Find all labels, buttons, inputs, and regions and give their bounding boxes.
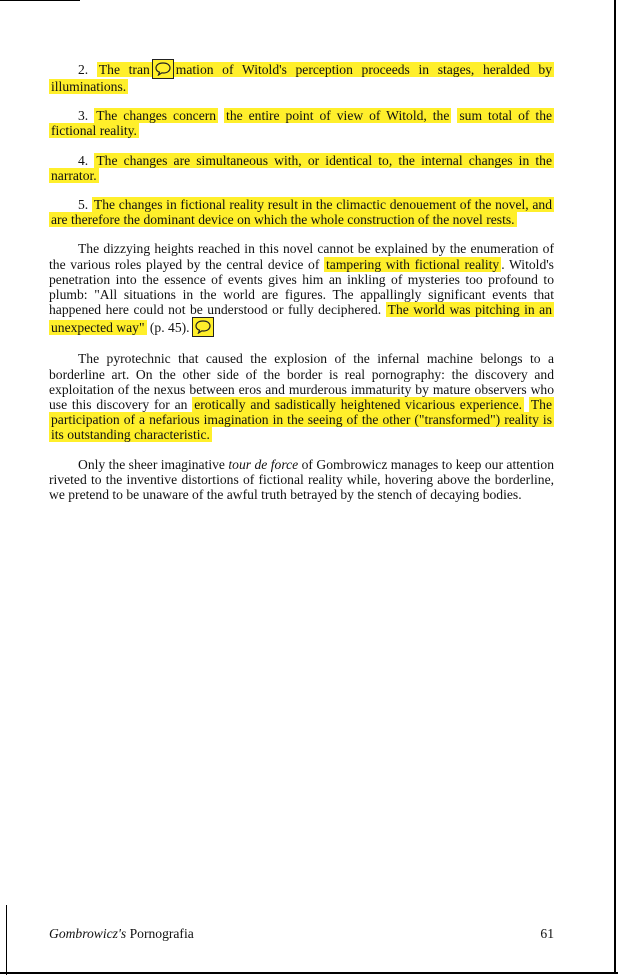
scan-edge-left xyxy=(6,905,7,975)
list-number: 2. xyxy=(78,62,89,77)
page-body xyxy=(49,59,554,516)
paragraph-5 xyxy=(49,197,554,227)
italic-text: tour de force xyxy=(228,456,299,472)
paragraph-4 xyxy=(49,153,554,183)
body-text: of Gombrowicz manages to keep our attention riveted to the inventive distortions of fictional reality while, hovering above the borderline, we pretend to be unaware of the awful truth betrayed by the stench of decaying bodies. xyxy=(49,456,554,503)
paragraph-7 xyxy=(49,351,554,442)
highlight[interactable]: The changes in fictional reality result in the climactic denouement of the novel, and are therefore the dominant device on which the whole construction of the novel rests. xyxy=(51,197,552,228)
body-text: The pyrotechnic that caused the explosion of the infernal machine belongs to a borderline art. On the other side of the border is real pornography: the discovery and exploitation of the nexus between eros and murderous immaturity by mature observers who use this discovery for an xyxy=(49,351,554,413)
highlight[interactable]: sum total of the fictional reality. xyxy=(51,108,553,139)
highlight[interactable]: tampering with fictional reality xyxy=(326,256,500,272)
highlight[interactable]: the entire point of view of Witold, the xyxy=(226,108,450,124)
body-text: . Witold's penetration into the essence of events gives him an inkling of mysteries too profound to plumb: "All situations in the world are figures. The appallingly significant events that happened here could not be understood or fully deciphered. xyxy=(49,256,554,318)
scan-edge-top xyxy=(0,0,80,1)
scan-edge-bottom xyxy=(0,972,618,974)
body-text: (p. 45). xyxy=(149,320,190,336)
highlight[interactable]: erotically and sadistically heightened vicarious experience. xyxy=(194,397,523,413)
paragraph-8 xyxy=(49,457,554,503)
highlight[interactable]: The participation of a nefarious imagination in the seeing of the other ("transformed") reality is its outstanding characteristic. xyxy=(51,397,552,443)
running-title: Pornografia xyxy=(129,926,194,941)
highlight[interactable]: The world was pitching in an unexpected way" xyxy=(51,302,552,336)
page-footer xyxy=(49,926,554,942)
list-number: 4. xyxy=(78,152,89,168)
paragraph-6 xyxy=(49,241,554,337)
list-number: 3. xyxy=(78,108,89,124)
paragraph-2 xyxy=(49,59,554,94)
highlight[interactable]: The tran mation of Witold's perception proceeds in stages, heralded by illuminations. xyxy=(49,62,554,94)
body-text: The dizzying heights reached in this novel cannot be explained by the enumeration of the various roles played by the central device of xyxy=(49,241,554,272)
list-number: 5. xyxy=(78,197,89,213)
comment-note-icon[interactable] xyxy=(192,317,214,337)
paragraph-3 xyxy=(49,108,554,138)
scan-edge-right xyxy=(614,0,616,972)
body-text: Only the sheer imaginative xyxy=(78,456,225,472)
highlight[interactable]: The changes are simultaneous with, or identical to, the internal changes in the narrator. xyxy=(51,152,552,183)
page-number: 61 xyxy=(540,926,554,941)
running-title-italic: Gombrowicz's xyxy=(49,926,127,941)
highlight[interactable]: The changes concern xyxy=(96,108,217,124)
comment-note-icon[interactable] xyxy=(152,59,174,79)
